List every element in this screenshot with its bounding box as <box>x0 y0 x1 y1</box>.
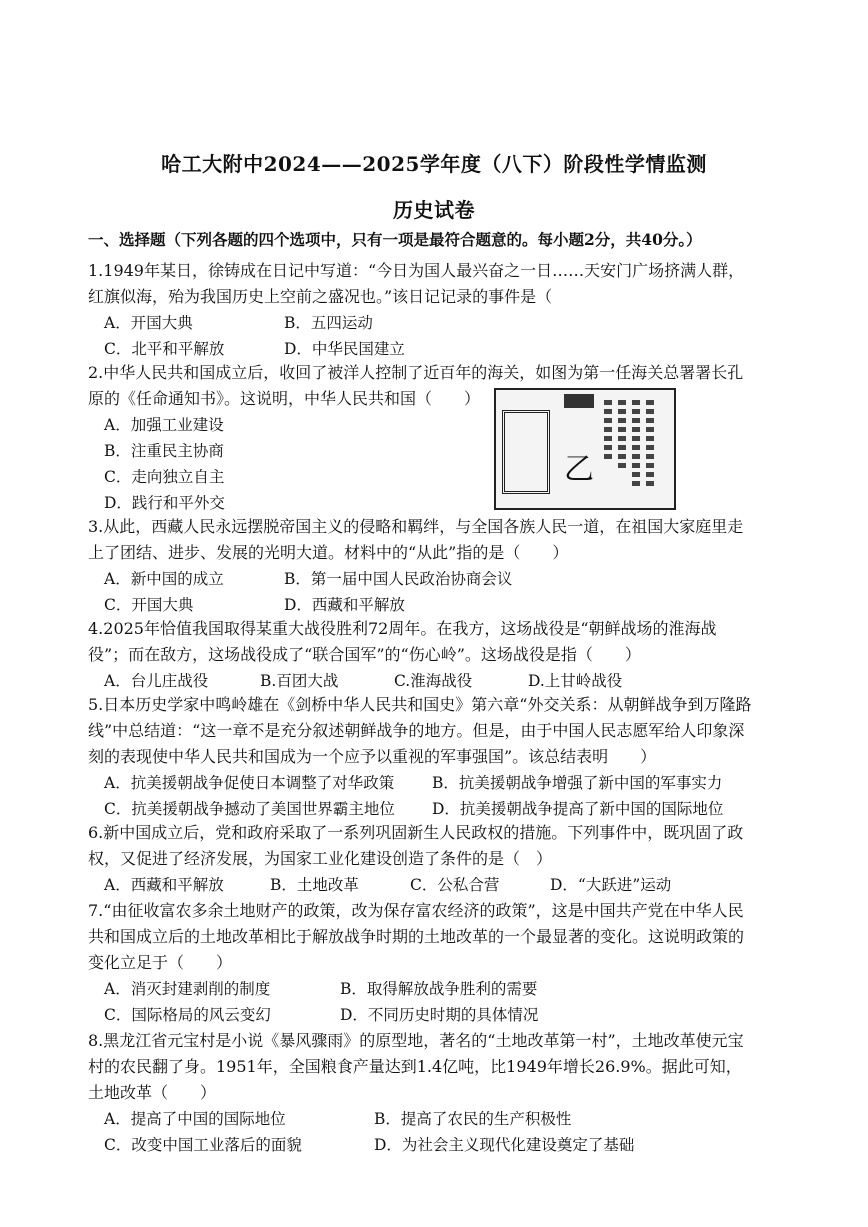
q6-option-b: B．土地改革 <box>270 876 359 894</box>
q3-option-b: B．第一届中国人民政治协商会议 <box>284 570 513 588</box>
q2-option-a: A．加强工业建设 <box>104 416 224 434</box>
exam-title: 哈工大附中2024——2025学年度（八下）阶段性学情监测 <box>161 152 707 176</box>
question-6-stem: 6.新中国成立后，党和政府采取了一系列巩固新生人民政权的措施。下列事件中，既巩固了政权，又促进了经济发展，为国家工业化建设创造了条件的是（ ） <box>88 823 744 868</box>
question-4-stem: 4.2025年恰值我国取得某重大战役胜利72周年。在我方，这场战役是“朝鲜战场的淮海战役”；而在敌方，这场战役成了“联合国军”的“伤心岭”。这场战役是指（ ） <box>88 619 717 664</box>
appointment-notice-image <box>494 388 676 510</box>
q6-option-a: A．西藏和平解放 <box>104 876 224 894</box>
signature-mark: 乙 <box>564 452 594 487</box>
q2-option-d: D．践行和平外交 <box>104 494 225 512</box>
document-tag <box>564 394 594 408</box>
q7-option-a: A．消灭封建剥削的制度 <box>104 980 271 998</box>
q6-option-c: C．公私合营 <box>410 876 500 894</box>
q7-option-b: B．取得解放战争胜利的需要 <box>340 980 538 998</box>
q8-option-c: C．改变中国工业落后的面貌 <box>104 1136 302 1154</box>
question-5-stem: 5.日本历史学家中鸣岭雄在《剑桥中华人民共和国史》第六章“外交关系：从朝鲜战争到万隆路线”中总结道：“这一章不是充分叙述朝鲜战争的地方。但是，由于中国人民志愿军给人印象深刻的表现使中华人民共和国成为一个应予以重视的军事强国”。该总结表明 ） <box>88 695 752 766</box>
q8-option-a: A．提高了中国的国际地位 <box>104 1110 286 1128</box>
question-8-stem: 8.黑龙江省元宝村是小说《暴风骤雨》的原型地，著名的“土地改革第一村”，土地改革使元宝村的农民翻了身。1951年，全国粮食产量达到1.4亿吨，比1949年增长26.9%。据此可知，土地改革（ ） <box>88 1031 744 1102</box>
q5-option-b: B．抗美援朝战争增强了新中国的军事实力 <box>432 774 723 792</box>
q6-option-d: D．“大跃进”运动 <box>550 876 672 894</box>
q5-option-c: C．抗美援朝战争撼动了美国世界霸主地位 <box>104 800 395 818</box>
q1-option-d: D．中华民国建立 <box>284 340 405 358</box>
q3-option-d: D．西藏和平解放 <box>284 596 405 614</box>
q4-option-c: C.淮海战役 <box>394 672 473 690</box>
q3-option-a: A．新中国的成立 <box>104 570 224 588</box>
question-3-stem: 3.从此，西藏人民永远摆脱帝国主义的侵略和羁绊，与全国各族人民一道，在祖国大家庭里走上了团结、进步、发展的光明大道。材料中的“从此”指的是（ ） <box>88 517 744 562</box>
q8-option-b: B．提高了农民的生产积极性 <box>374 1110 572 1128</box>
q1-option-a: A．开国大典 <box>104 314 193 332</box>
q4-option-d: D.上甘岭战役 <box>528 672 623 690</box>
question-7-stem: 7.“由征收富农多余土地财产的政策，改为保存富农经济的政策”，这是中国共产党在中华人民共和国成立后的土地改革相比于解放战争时期的土地改革的一个最显著的变化。这说明政策的变化立足于（ ） <box>88 901 745 972</box>
exam-subtitle: 历史试卷 <box>393 198 475 222</box>
q7-option-d: D．不同历史时期的具体情况 <box>340 1006 539 1024</box>
q4-option-a: A．台儿庄战役 <box>104 672 209 690</box>
q2-option-c: C．走向独立自主 <box>104 468 225 486</box>
q3-option-c: C．开国大典 <box>104 596 194 614</box>
question-1-stem: 1.1949年某日，徐铸成在日记中写道：“今日为国人最兴奋之一日……天安门广场挤满人群，红旗似海，殆为我国历史上空前之盛况也。”该日记记录的事件是（ <box>88 261 745 306</box>
q5-option-a: A．抗美援朝战争促使日本调整了对华政策 <box>104 774 395 792</box>
q5-option-d: D．抗美援朝战争提高了新中国的国际地位 <box>432 800 724 818</box>
q7-option-c: C．国际格局的风云变幻 <box>104 1006 271 1024</box>
q1-option-b: B．五四运动 <box>284 314 373 332</box>
q2-option-b: B．注重民主协商 <box>104 442 224 460</box>
q1-option-c: C．北平和平解放 <box>104 340 225 358</box>
q4-option-b: B.百团大战 <box>260 672 339 690</box>
q8-option-d: D．为社会主义现代化建设奠定了基础 <box>374 1136 635 1154</box>
seal-stamp <box>502 410 550 494</box>
section-heading: 一、选择题（下列各题的四个选项中，只有一项是最符合题意的。每小题2分，共40分。） <box>88 230 702 249</box>
question-2-stem: 2.中华人民共和国成立后，收回了被洋人控制了近百年的海关，如图为第一任海关总署署长孔原的《任命通知书》。这说明，中华人民共和国（ ） <box>88 363 744 408</box>
